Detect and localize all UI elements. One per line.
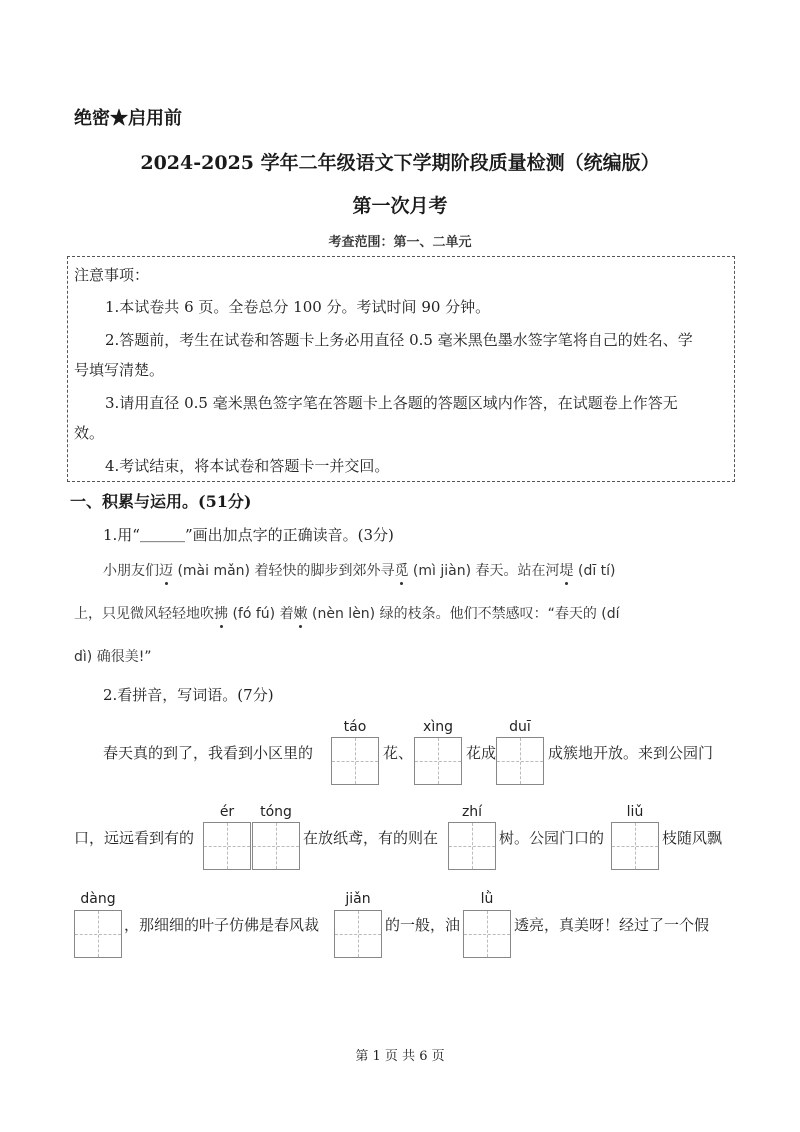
pinyin-dang: dàng	[80, 891, 116, 907]
answer-box-dui[interactable]	[496, 737, 544, 785]
q2-row1-text-2: 花、	[383, 744, 414, 762]
q2-row3-text-3: 透亮，真美呀！经过了一个假	[514, 916, 710, 934]
notice-line-6: 4.考试结束，将本试卷和答题卡一并交回。	[105, 457, 390, 475]
answer-box-liu[interactable]	[611, 822, 659, 870]
pinyin-zhi: zhí	[461, 804, 483, 820]
pinyin-xing: xìng	[423, 719, 453, 735]
q2-row2-text-4: 枝随风飘	[662, 829, 723, 847]
pinyin-lv: lǜ	[480, 891, 494, 907]
answer-box-zhi[interactable]	[448, 822, 496, 870]
pinyin-dui: duī	[509, 719, 531, 735]
q2-row2-text-1: 口，远远看到有的	[74, 829, 195, 847]
answer-box-xing[interactable]	[414, 737, 462, 785]
q2-row3-text-1: ，那细细的叶子仿佛是春风裁	[124, 916, 320, 934]
q2-row2-text-2: 在放纸鸢，有的则在	[303, 829, 439, 847]
notice-line-4: 3.请用直径 0.5 毫米黑色签字笔在答题卡上各题的答题区域内作答，在试题卷上作答无	[105, 394, 678, 412]
q1-passage-line-2: 上，只见微风轻轻地吹拂 (fó fú) 着嫩 (nèn lèn) 绿的枝条。他们不禁感叹：“春天的 (dí	[74, 603, 620, 623]
exam-subtitle: 第一次月考	[352, 195, 448, 217]
section-title: 一、积累与运用。(51分)	[70, 492, 252, 511]
q1-passage-line-1: 小朋友们迈 (mài mǎn) 着轻快的脚步到郊外寻觅 (mì jiàn) 春天。站在河堤 (dī tí)	[103, 560, 616, 580]
answer-box-tong[interactable]	[252, 822, 300, 870]
exam-title: 2024-2025 学年二年级语文下学期阶段质量检测（统编版）	[140, 152, 660, 174]
pinyin-er: ér	[219, 804, 235, 820]
confidential-label: 绝密★启用前	[74, 108, 182, 129]
notice-line-1: 1.本试卷共 6 页。全卷总分 100 分。考试时间 90 分钟。	[105, 298, 491, 316]
answer-box-lv[interactable]	[463, 910, 511, 958]
notice-heading: 注意事项：	[74, 266, 150, 284]
question-2-prompt: 2.看拼音，写词语。(7分)	[103, 686, 274, 704]
pinyin-tong: tóng	[260, 804, 292, 820]
page-footer: 第 1 页 共 6 页	[355, 1049, 445, 1064]
pinyin-jian: jiǎn	[345, 891, 371, 907]
answer-box-jian[interactable]	[334, 910, 382, 958]
exam-scope: 考查范围：第一、二单元	[328, 235, 472, 250]
notice-line-2: 2.答题前，考生在试卷和答题卡上务必用直径 0.5 毫米黑色墨水签字笔将自己的姓名、学	[105, 331, 693, 349]
pinyin-liu: liǔ	[626, 804, 644, 820]
pinyin-tao: táo	[343, 719, 367, 735]
q2-row1-text-4: 成簇地开放。来到公园门	[548, 744, 714, 762]
question-1-prompt: 1.用“＿＿＿”画出加点字的正确读音。(3分)	[103, 526, 394, 544]
q2-row1-text-1: 春天真的到了，我看到小区里的	[103, 744, 314, 762]
notice-box	[67, 256, 735, 482]
notice-line-5: 效。	[74, 424, 105, 442]
answer-box-er[interactable]	[203, 822, 251, 870]
notice-line-3: 号填写清楚。	[74, 361, 165, 379]
q2-row1-text-3: 花成	[466, 744, 497, 762]
q1-passage-line-3: dì) 确很美!”	[74, 649, 152, 665]
answer-box-dang[interactable]	[74, 910, 122, 958]
q2-row3-text-2: 的一般，油	[385, 916, 461, 934]
answer-box-tao[interactable]	[331, 737, 379, 785]
q2-row2-text-3: 树。公园门口的	[499, 829, 605, 847]
